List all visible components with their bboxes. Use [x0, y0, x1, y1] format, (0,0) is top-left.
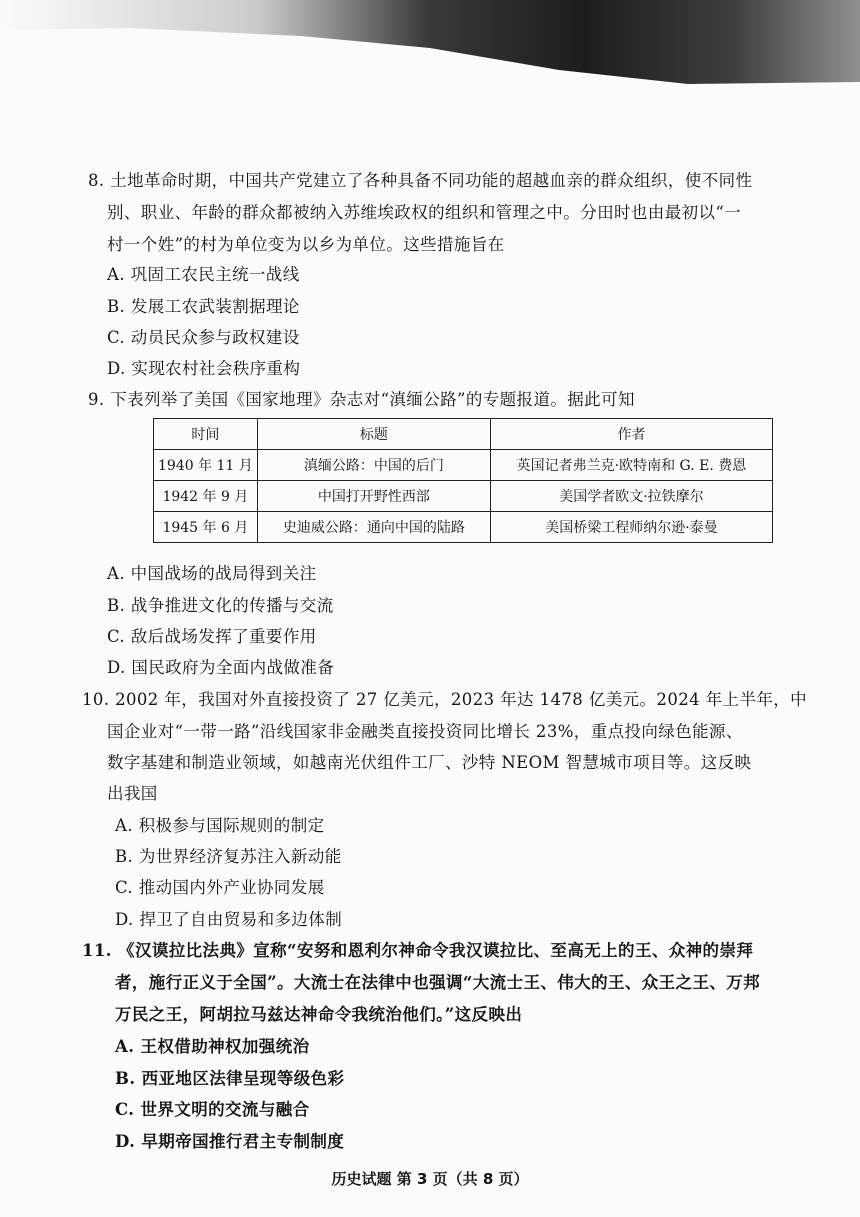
q11-option-d: D. 早期帝国推行君主专制制度 — [115, 1132, 345, 1151]
table-row — [154, 450, 773, 481]
q11-stem-line-3: 万民之王，阿胡拉马兹达神命令我统治他们。”这反映出 — [115, 1005, 523, 1024]
q8-option-b: B. 发展工农武装割据理论 — [107, 297, 300, 316]
q8-option-d: D. 实现农村社会秩序重构 — [107, 359, 301, 378]
q11-option-b: B. 西亚地区法律呈现等级色彩 — [115, 1069, 345, 1088]
table-cell-author: 英国记者弗兰克·欧特南和 G. E. 费恩 — [490, 450, 772, 481]
q10-stem-line-2: 国企业对“一带一路”沿线国家非金融类直接投资同比增长 23%，重点投向绿色能源、 — [107, 722, 743, 741]
table-cell-title: 滇缅公路：中国的后门 — [257, 450, 490, 481]
q8-stem-line-1: 8. 土地革命时期，中国共产党建立了各种具备不同功能的超越血亲的群众组织，使不同性 — [88, 171, 753, 190]
q10-option-d: D. 捍卫了自由贸易和多边体制 — [115, 910, 343, 929]
page-footer: 历史试题 第 3 页（共 8 页） — [331, 1170, 529, 1188]
q10-stem-line-1: 10. 2002 年，我国对外直接投资了 27 亿美元，2023 年达 1478 亿美元。2024 年上半年，中 — [82, 690, 808, 709]
q9-option-b: B. 战争推进文化的传播与交流 — [107, 596, 334, 615]
q8-stem-line-2: 别、职业、年龄的群众都被纳入苏维埃政权的组织和管理之中。分田时也由最初以“一 — [107, 203, 742, 222]
table-cell-title: 中国打开野性西部 — [257, 481, 490, 512]
q9-option-d: D. 国民政府为全面内战做准备 — [107, 658, 335, 677]
q10-stem-line-4: 出我国 — [107, 784, 158, 803]
q10-option-c: C. 推动国内外产业协同发展 — [115, 878, 325, 897]
table-header-time: 时间 — [154, 419, 258, 450]
q8-stem-line-3: 村一个姓”的村为单位变为以乡为单位。这些措施旨在 — [107, 235, 505, 254]
table-header-row — [154, 419, 773, 450]
table-cell-time: 1945 年 6 月 — [154, 512, 258, 543]
q8-option-c: C. 动员民众参与政权建设 — [107, 328, 300, 347]
table-header-title: 标题 — [257, 419, 490, 450]
q9-option-a: A. 中国战场的战局得到关注 — [107, 564, 317, 583]
q11-stem-line-1: 11. 《汉谟拉比法典》宣称“安努和恩利尔神命令我汉谟拉比、至高无上的王、众神的崇拜 — [82, 941, 754, 960]
table-cell-time: 1942 年 9 月 — [154, 481, 258, 512]
q9-option-c: C. 敌后战场发挥了重要作用 — [107, 627, 317, 646]
q11-stem-line-2: 者，施行正义于全国”。大流士在法律中也强调“大流士王、伟大的王、众王之王、万邦 — [115, 973, 761, 992]
table-row — [154, 481, 773, 512]
table-row — [154, 512, 773, 543]
q11-option-c: C. 世界文明的交流与融合 — [115, 1100, 310, 1119]
table-cell-time: 1940 年 11 月 — [154, 450, 258, 481]
q10-option-b: B. 为世界经济复苏注入新动能 — [115, 847, 342, 866]
table-header-author: 作者 — [490, 419, 772, 450]
q8-option-a: A. 巩固工农民主统一战线 — [107, 265, 300, 284]
q10-stem-line-3: 数字基建和制造业领域，如越南光伏组件工厂、沙特 NEOM 智慧城市项目等。这反映 — [107, 753, 752, 772]
q10-option-a: A. 积极参与国际规则的制定 — [115, 816, 325, 835]
q9-table — [153, 418, 773, 543]
q11-option-a: A. 王权借助神权加强统治 — [115, 1037, 310, 1056]
table-cell-title: 史迪威公路：通向中国的陆路 — [257, 512, 490, 543]
table-cell-author: 美国桥梁工程师纳尔逊·泰曼 — [490, 512, 772, 543]
table-cell-author: 美国学者欧文·拉铁摩尔 — [490, 481, 772, 512]
q9-stem-line-1: 9. 下表列举了美国《国家地理》杂志对“滇缅公路”的专题报道。据此可知 — [88, 390, 635, 409]
